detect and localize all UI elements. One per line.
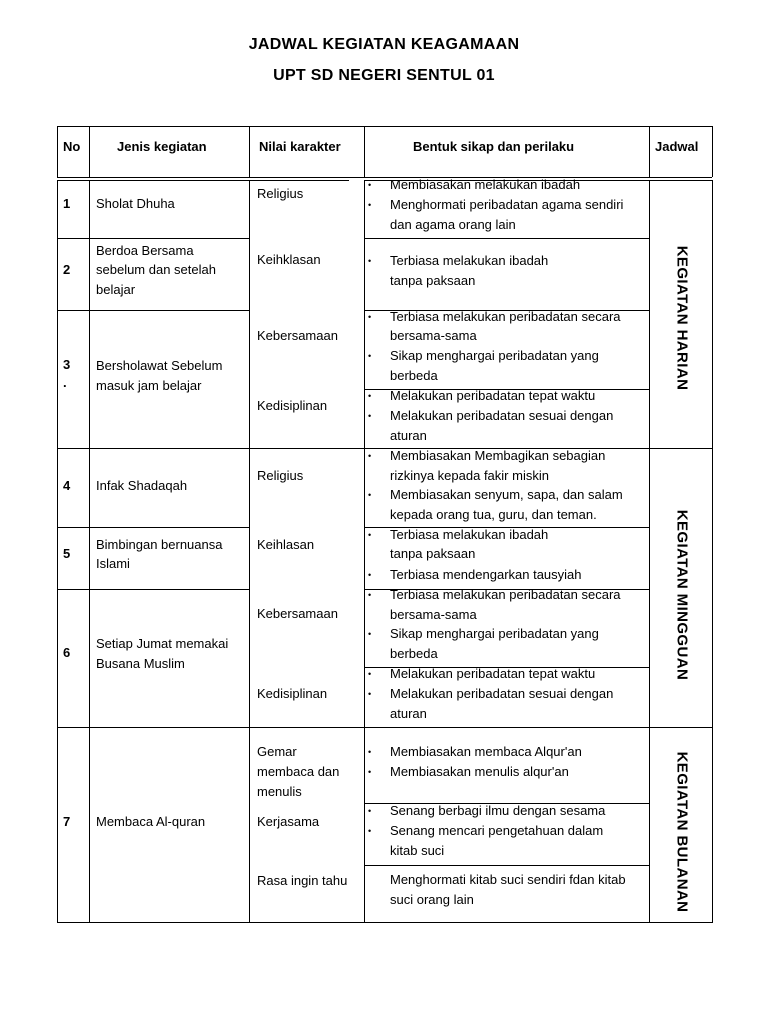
behavior-line: Terbiasa melakukan ibadah bbox=[390, 253, 549, 268]
document-title: JADWAL KEGIATAN KEAGAMAAN bbox=[248, 36, 520, 53]
behavior-line: Terbiasa melakukan peribadatan secara bbox=[390, 587, 621, 602]
jadwal-separator bbox=[649, 922, 712, 923]
character-value: Religius bbox=[257, 186, 304, 201]
behavior-line: dan agama orang lain bbox=[390, 217, 516, 232]
body-top-border bbox=[57, 180, 349, 181]
behavior-line: Membiasakan Membagikan sebagian bbox=[390, 448, 606, 463]
behavior-line: kitab suci bbox=[390, 843, 445, 858]
bentuk-separator bbox=[364, 922, 649, 923]
behavior-line: Melakukan peribadatan sesuai dengan bbox=[390, 686, 614, 701]
bullet-icon: • bbox=[368, 826, 372, 836]
behavior-line: Menghormati kitab suci sendiri fdan kitab bbox=[390, 872, 626, 887]
column-header-bentuk: Bentuk sikap dan perilaku bbox=[413, 139, 575, 154]
column-header-no: No bbox=[63, 139, 81, 154]
character-value: Kerjasama bbox=[257, 814, 320, 829]
bentuk-separator bbox=[364, 865, 649, 866]
row-number: 4 bbox=[63, 478, 71, 493]
bullet-icon: • bbox=[368, 629, 372, 639]
activity-name: Bimbingan bernuansa bbox=[96, 537, 223, 552]
bullet-icon: • bbox=[368, 689, 372, 699]
schedule-label-text: KEGIATAN HARIAN bbox=[673, 245, 691, 391]
behavior-line: rizkinya kepada fakir miskin bbox=[390, 468, 549, 483]
character-value: Gemar bbox=[257, 744, 297, 759]
bullet-icon: • bbox=[368, 767, 372, 777]
bullet-icon: • bbox=[368, 530, 372, 540]
character-value: Keihklasan bbox=[257, 252, 321, 267]
behavior-line: berbeda bbox=[390, 368, 438, 383]
bullet-icon: • bbox=[368, 669, 372, 679]
bullet-icon: • bbox=[368, 590, 372, 600]
behavior-line: berbeda bbox=[390, 646, 438, 661]
schedule-label-text: KEGIATAN MINGGUAN bbox=[673, 509, 691, 681]
character-value: Kedisiplinan bbox=[257, 398, 328, 413]
header-column-border bbox=[649, 126, 650, 177]
row-number: 6 bbox=[63, 645, 71, 660]
document-subtitle: UPT SD NEGERI SENTUL 01 bbox=[273, 67, 495, 84]
activity-name: Sholat Dhuha bbox=[96, 196, 175, 211]
character-value: Kedisiplinan bbox=[257, 686, 328, 701]
activity-name: Infak Shadaqah bbox=[96, 478, 188, 493]
behavior-line: kepada orang tua, guru, dan teman. bbox=[390, 507, 597, 522]
row-number-suffix: . bbox=[63, 375, 67, 390]
behavior-line: suci orang lain bbox=[390, 892, 474, 907]
column-header-nilai: Nilai karakter bbox=[259, 139, 341, 154]
bentuk-column-border bbox=[649, 180, 650, 923]
behavior-line: aturan bbox=[390, 428, 427, 443]
row-separator bbox=[57, 238, 249, 239]
row-number: 7 bbox=[63, 814, 71, 829]
header-column-border bbox=[249, 126, 250, 177]
behavior-line: Melakukan peribadatan tepat waktu bbox=[390, 666, 596, 681]
activity-name: Busana Muslim bbox=[96, 656, 185, 671]
bentuk-separator bbox=[364, 727, 649, 728]
row-number: 5 bbox=[63, 546, 71, 561]
row-number: 3 bbox=[63, 357, 71, 372]
activity-name: Islami bbox=[96, 556, 130, 571]
character-value: Kebersamaan bbox=[257, 606, 338, 621]
bullet-icon: • bbox=[368, 351, 372, 361]
activity-name: masuk jam belajar bbox=[96, 378, 202, 393]
bullet-icon: • bbox=[368, 490, 372, 500]
row-separator bbox=[57, 589, 249, 590]
bullet-icon: • bbox=[368, 180, 372, 190]
row-number: 2 bbox=[63, 262, 71, 277]
header-column-border bbox=[712, 126, 713, 177]
bentuk-separator bbox=[364, 238, 649, 239]
activity-name: sebelum dan setelah bbox=[96, 262, 216, 277]
bullet-icon: • bbox=[368, 570, 372, 580]
character-value: Kebersamaan bbox=[257, 328, 338, 343]
bullet-icon: • bbox=[368, 391, 372, 401]
behavior-line: tanpa paksaan bbox=[390, 546, 476, 561]
jadwal-separator bbox=[649, 727, 712, 728]
behavior-line: Senang berbagi ilmu dengan sesama bbox=[390, 803, 606, 818]
bullet-icon: • bbox=[368, 200, 372, 210]
column-header-jadwal: Jadwal bbox=[655, 139, 699, 154]
character-value: Religius bbox=[257, 468, 304, 483]
row-separator bbox=[57, 727, 249, 728]
nilai-column-border bbox=[364, 180, 365, 923]
behavior-line: Membiasakan melakukan ibadah bbox=[390, 177, 581, 192]
no-column-border bbox=[89, 180, 90, 923]
behavior-line: Menghormati peribadatan agama sendiri bbox=[390, 197, 624, 212]
activity-name: Membaca Al-quran bbox=[96, 814, 206, 829]
behavior-line: Terbiasa melakukan peribadatan secara bbox=[390, 309, 621, 324]
behavior-line: aturan bbox=[390, 706, 427, 721]
behavior-line: Melakukan peribadatan tepat waktu bbox=[390, 388, 596, 403]
header-bottom-border bbox=[57, 177, 712, 178]
nilai-separator bbox=[249, 727, 364, 728]
row-separator bbox=[57, 922, 249, 923]
header-column-border bbox=[89, 126, 90, 177]
header-column-border bbox=[364, 126, 365, 177]
nilai-separator bbox=[249, 448, 364, 449]
behavior-line: tanpa paksaan bbox=[390, 273, 476, 288]
jenis-column-border bbox=[249, 180, 250, 923]
activity-name: Setiap Jumat memakai bbox=[96, 636, 229, 651]
table-top-border bbox=[57, 126, 712, 127]
behavior-line: Sikap menghargai peribadatan yang bbox=[390, 626, 599, 641]
bullet-icon: • bbox=[368, 451, 372, 461]
bullet-icon: • bbox=[368, 747, 372, 757]
behavior-line: Senang mencari pengetahuan dalam bbox=[390, 823, 604, 838]
behavior-line: Melakukan peribadatan sesuai dengan bbox=[390, 408, 614, 423]
row-separator bbox=[57, 310, 249, 311]
row-separator bbox=[57, 527, 249, 528]
schedule-label-text: KEGIATAN BULANAN bbox=[673, 751, 691, 913]
character-value: menulis bbox=[257, 784, 302, 799]
behavior-line: Membiasakan membaca Alqur'an bbox=[390, 744, 582, 759]
nilai-separator bbox=[249, 922, 364, 923]
behavior-line: Terbiasa melakukan ibadah bbox=[390, 527, 549, 542]
behavior-line: Terbiasa mendengarkan tausyiah bbox=[390, 567, 582, 582]
row-number: 1 bbox=[63, 196, 71, 211]
behavior-line: bersama-sama bbox=[390, 328, 477, 343]
column-header-jenis: Jenis kegiatan bbox=[117, 139, 207, 154]
behavior-line: bersama-sama bbox=[390, 607, 477, 622]
activity-name: Bersholawat Sebelum bbox=[96, 358, 223, 373]
behavior-line: Membiasakan senyum, sapa, dan salam bbox=[390, 487, 623, 502]
activity-name: Berdoa Bersama bbox=[96, 243, 194, 258]
activity-name: belajar bbox=[96, 282, 136, 297]
left-border bbox=[57, 180, 58, 923]
character-value: Rasa ingin tahu bbox=[257, 873, 348, 888]
behavior-line: Sikap menghargai peribadatan yang bbox=[390, 348, 599, 363]
character-value: Keihlasan bbox=[257, 537, 315, 552]
jadwal-separator bbox=[649, 448, 712, 449]
bullet-icon: • bbox=[368, 256, 372, 266]
bullet-icon: • bbox=[368, 806, 372, 816]
header-column-border bbox=[57, 126, 58, 177]
character-value: membaca dan bbox=[257, 764, 340, 779]
bullet-icon: • bbox=[368, 411, 372, 421]
bullet-icon: • bbox=[368, 312, 372, 322]
right-border bbox=[712, 180, 713, 923]
behavior-line: Membiasakan menulis alqur'an bbox=[390, 764, 569, 779]
row-separator bbox=[57, 448, 249, 449]
